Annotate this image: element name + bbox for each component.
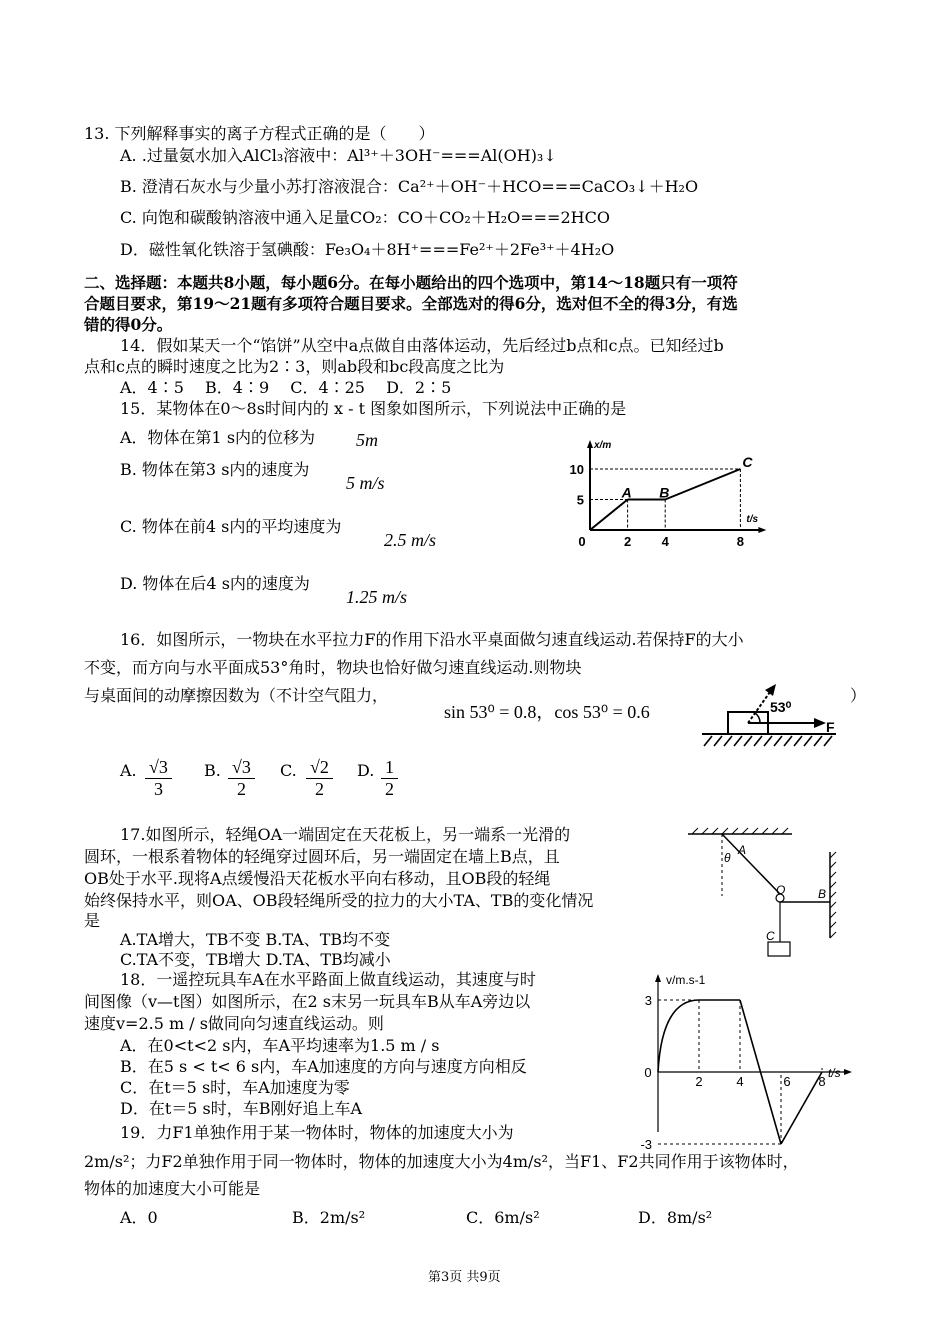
x-axis-label: t/s [746,514,759,525]
q18-option-c: C．在t＝5 s时，车A加速度为零 [120,1078,350,1097]
q16-option-b-fraction [228,757,255,800]
origin-label: 0 [578,534,586,549]
q16-line2: 不变，而方向与水平面成53°角时，物块也恰好做匀速直线运动.则物块 [84,658,582,677]
q18-line3: 速度v=2.5 m / s做同向匀速直线运动。则 [84,1014,384,1033]
series-curve-segment [658,1000,699,1072]
label-b: B [818,887,827,901]
q19-option-a: A．0 [120,1208,158,1227]
y-axis-arrow [587,440,593,448]
q18-vt-chart [636,968,858,1152]
force-label: F [826,719,835,735]
section2-line3: 错的得0分。 [84,315,173,334]
q18-option-b: B．在5 s < t< 6 s内，车A加速度的方向与速度方向相反 [120,1057,527,1076]
q16-option-a-numerator: √3 [145,757,172,779]
q16-option-b-numerator: √3 [228,757,255,779]
q16-close-paren: ） [850,686,867,705]
q16-line3: 与桌面间的动摩擦因数为（不计空气阻力， [84,686,389,705]
series-segment [665,469,740,500]
x-axis-arrow [844,1069,852,1075]
x-tick-label: 6 [783,1074,791,1089]
q18-line2: 间图像（v—t图）如图所示，在2 s末另一玩具车B从车A旁边以 [84,992,531,1011]
q15-stem: 15．某物体在0～8s时间内的 x - t 图象如图所示，下列说法中正确的是 [120,399,627,418]
q15-option-c-value: 2.5 m/s [384,530,437,550]
q19-line3: 物体的加速度大小可能是 [84,1179,261,1198]
q16-option-b-denominator: 2 [236,779,246,799]
q16-option-d-numerator: 1 [381,757,398,779]
point-label: C [742,454,753,470]
origin-label: 0 [644,1065,652,1080]
page-footer: 第3页 共9页 [428,1270,501,1285]
q15-option-a: A．物体在第1 s内的位移为 [120,428,316,447]
q17-line4: 始终保持水平，则OA、OB段轻绳所受的拉力的大小TA、TB的变化情况 [84,891,594,910]
q16-line1: 16．如图所示，一物块在水平拉力F的作用下沿水平桌面做匀速直线运动.若保持F的大小 [120,630,744,649]
q16-option-b-label: B. [204,761,221,780]
section2-line1: 二、选择题：本题共8小题，每小题6分。在每小题给出的四个选项中，第14～18题只有一项符 [84,273,738,292]
q18-option-d: D．在t＝5 s时，车B刚好追上车A [120,1099,363,1118]
x-axis-label: t/s [828,1066,841,1080]
x-tick-label: 8 [736,534,745,549]
q19-line2: 2m/s²；力F2单独作用于同一物体时，物体的加速度大小为4m/s²，当F1、F2共同作用于该物体时， [84,1152,799,1171]
q14-line1: 14．假如某天一个“馅饼”从空中a点做自由落体运动，先后经过b点和c点。已知经过b [120,336,724,355]
q18-option-a: A．在0<t<2 s内，车A平均速率为1.5 m / s [120,1036,440,1055]
ceiling-hatching [692,828,788,834]
x-axis-arrow [758,527,766,533]
q15-option-c: C. 物体在前4 s内的平均速度为 [120,517,342,536]
q18-line1: 18．一遥控玩具车A在水平路面上做直线运动，其速度与时 [120,970,536,989]
section2-line2: 合题目要求，第19～21题有多项符合题目要求。全部选对的得6分，选对但不全的得3分，有选 [84,294,738,313]
table-hatching [704,736,832,746]
q15-option-a-value: 5m [356,430,378,450]
angle-label: 53⁰ [770,699,792,715]
y-tick-label: 10 [569,462,584,477]
q16-option-c-fraction [306,757,333,800]
q19-option-c: C．6m/s² [466,1208,540,1227]
label-theta: θ [724,851,731,865]
q14-line2: 点和c点的瞬时速度之比为2∶3，则ab段和bc段高度之比为 [84,357,505,376]
q15-option-d: D. 物体在后4 s内的速度为 [120,574,310,593]
q16-option-a-label: A. [120,761,137,780]
q15-option-b: B. 物体在第3 s内的速度为 [120,460,310,479]
q19-option-b: B．2m/s² [292,1208,366,1227]
wall-hatching [830,852,836,938]
q13-option-c: C. 向饱和碳酸钠溶液中通入足量CO₂：CO＋CO₂＋H₂O===2HCO [120,208,610,227]
point-label: B [659,484,670,501]
x-tick-label: 4 [736,1074,744,1089]
series-segment [590,500,628,531]
q17-options-ab: A.TA增大，TB不变 B.TA、TB均不变 [120,930,391,949]
q16-block-figure [698,676,840,752]
q17-rope-figure [684,826,840,962]
q13-option-a: A. .过量氨水加入AlCl₃溶液中：Al³⁺＋3OH⁻===Al(OH)₃↓ [120,146,557,165]
x-tick-label: 4 [661,534,669,549]
angled-force-arrowhead [765,684,776,696]
q16-option-c-label: C. [280,761,297,780]
q16-option-d-denominator: 2 [385,779,394,799]
q16-option-d-fraction [381,757,398,800]
q15-option-d-value: 1.25 m/s [346,587,408,607]
q17-line2: 圆环，一根系着物体的轻绳穿过圆环后，另一端固定在墙上B点，且 [84,847,560,866]
q16-option-a-denominator: 3 [153,779,163,799]
q13-stem: 13. 下列解释事实的离子方程式正确的是（ ） [84,124,435,143]
x-tick-label: 2 [695,1074,703,1089]
q16-option-c-denominator: 2 [314,779,324,799]
y-axis-label: v/m.s-1 [666,973,706,987]
q17-options-cd: C.TA不变，TB增大 D.TA、TB均减小 [120,950,391,969]
q14-options: A．4∶5 B．4∶9 C．4∶25 D．2∶5 [120,378,452,397]
label-c: C [766,929,775,943]
label-o: O [776,883,786,897]
label-a: A [738,843,747,857]
horizontal-force-arrowhead [814,718,826,728]
q13-option-b: B. 澄清石灰水与少量小苏打溶液混合：Ca²⁺＋OH⁻＋HCO===CaCO₃↓＋H₂O [120,177,699,196]
rope-oa [722,834,780,894]
q13-option-d: D．磁性氧化铁溶于氢碘酸：Fe₃O₄＋8H⁺===Fe²⁺＋2Fe³⁺＋4H₂O [120,240,615,259]
q16-option-a-fraction [145,757,172,800]
weight-c [768,942,790,956]
q17-line3: OB处于水平.现将A点缓慢沿天花板水平向右移动，且OB段的轻绳 [84,869,551,888]
q15-xt-chart [560,436,770,548]
x-tick-label: 8 [818,1074,826,1089]
q19-option-d: D．8m/s² [638,1208,713,1227]
q17-line1: 17.如图所示，轻绳OA一端固定在天花板上，另一端系一光滑的 [120,825,571,844]
q17-line5: 是 [84,911,101,930]
q16-option-d-label: D. [357,761,375,780]
point-label: A [621,484,632,501]
y-axis-arrow [655,974,661,982]
y-tick-label: 5 [576,492,584,508]
y-tick-label: -3 [640,1137,652,1152]
y-tick-label: 3 [644,993,652,1008]
q19-line1: 19．力F1单独作用于某一物体时，物体的加速度大小为 [120,1123,514,1142]
q16-formula: sin 53⁰ = 0.8，cos 53⁰ = 0.6 [444,702,650,722]
y-axis-label: x/m [594,440,612,451]
q16-option-c-numerator: √2 [306,757,333,779]
q15-option-b-value: 5 m/s [346,473,385,493]
x-tick-label: 2 [623,534,632,549]
